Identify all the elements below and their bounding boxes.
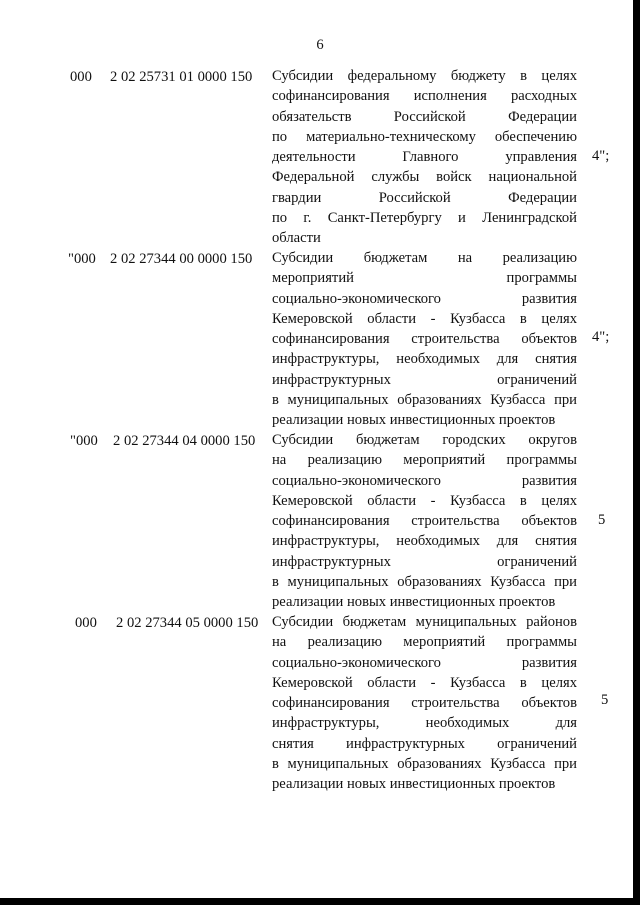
classification-code: 2 02 27344 00 0000 150 (110, 251, 253, 267)
description-line: инфраструктуры, необходимых для (272, 715, 577, 732)
entry-value: 5 (601, 692, 609, 708)
description-line: социально-экономического развития (272, 290, 577, 307)
description-line: инфраструктурных ограничений (272, 553, 577, 570)
description-line: на реализацию мероприятий программы (272, 634, 577, 651)
classification-code: 2 02 27344 05 0000 150 (116, 615, 259, 631)
description-line: деятельности Главного управления (272, 149, 577, 166)
description-line: социально-экономического развития (272, 472, 577, 489)
description-line: гвардии Российской Федерации (272, 189, 577, 206)
description-line: инфраструктуры, необходимых для снятия (272, 351, 577, 368)
scan-edge-right (633, 0, 640, 905)
description-line: Субсидии бюджетам городских округов (272, 432, 577, 448)
description-line: софинансирования исполнения расходных (272, 88, 577, 105)
description-line: реализации новых инвестиционных проектов (272, 412, 556, 429)
description-line: софинансирования строительства объектов (272, 513, 577, 530)
admin-code: "000 (70, 433, 98, 449)
scan-edge-bottom (0, 898, 640, 905)
description-line: инфраструктурных ограничений (272, 371, 577, 388)
description-line: софинансирования строительства объектов (272, 695, 577, 712)
description-line: по г. Санкт-Петербургу и Ленинградской (272, 210, 577, 227)
description-line: по материально-техническому обеспечению (272, 128, 577, 145)
description-line: реализации новых инвестиционных проектов (272, 776, 556, 793)
admin-code: 000 (70, 69, 92, 85)
description-line: реализации новых инвестиционных проектов (272, 594, 556, 611)
description-line: в муниципальных образованиях Кузбасса при (272, 392, 577, 409)
description-line: Субсидии федеральному бюджету в целях (272, 68, 577, 84)
description-line: Кемеровской области - Кузбасса в целях (272, 310, 577, 327)
admin-code: 000 (75, 615, 97, 631)
description-line: обязательств Российской Федерации (272, 108, 577, 125)
description-line: Кемеровской области - Кузбасса в целях (272, 674, 577, 691)
description-line: инфраструктуры, необходимых для снятия (272, 533, 577, 550)
entry-value: 4"; (592, 329, 610, 345)
classification-code: 2 02 27344 04 0000 150 (113, 433, 256, 449)
description-line: снятия инфраструктурных ограничений (272, 735, 577, 752)
description-line: области (272, 230, 321, 247)
entry-value: 4"; (592, 148, 610, 164)
description-line: Федеральной службы войск национальной (272, 169, 577, 186)
description-line: социально-экономического развития (272, 654, 577, 671)
description-line: в муниципальных образованиях Кузбасса при (272, 756, 577, 773)
description-line: Кемеровской области - Кузбасса в целях (272, 492, 577, 509)
admin-code: "000 (68, 251, 96, 267)
description-line: мероприятий программы (272, 270, 577, 287)
entry-description (272, 66, 577, 249)
page-number: 6 (316, 37, 324, 53)
description-line: на реализацию мероприятий программы (272, 452, 577, 469)
entry-description (272, 612, 577, 795)
classification-code: 2 02 25731 01 0000 150 (110, 69, 253, 85)
entry-value: 5 (598, 512, 606, 528)
entry-description (272, 248, 577, 431)
description-line: софинансирования строительства объектов (272, 331, 577, 348)
description-line: Субсидии бюджетам на реализацию (272, 250, 577, 266)
description-line: Субсидии бюджетам муниципальных районов (272, 614, 577, 630)
description-line: в муниципальных образованиях Кузбасса при (272, 574, 577, 591)
entry-description (272, 430, 577, 613)
